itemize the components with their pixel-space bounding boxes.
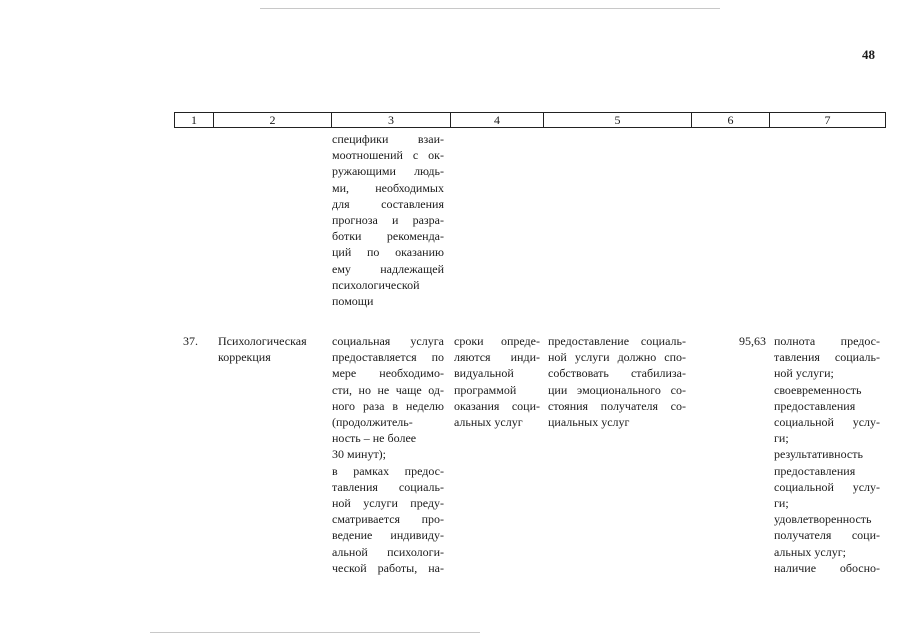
text-line: полнота предос-	[774, 334, 880, 348]
text-line: предоставления	[774, 398, 856, 413]
text-line: ций по оказанию	[332, 245, 444, 260]
row37-number	[183, 333, 213, 349]
text-line: 30 минут);	[332, 447, 387, 462]
text-line: удовлетворенность	[774, 512, 872, 527]
header-col-2: 2	[214, 113, 332, 127]
text-line: стояния получателя со-	[548, 398, 686, 413]
text-line: предоставляется по	[332, 350, 444, 365]
text-line: предоставление социаль-	[548, 334, 686, 348]
row37-col4-terms	[454, 333, 540, 430]
text-line: ляются инди-	[454, 350, 540, 365]
scan-artifact-top	[260, 8, 720, 9]
text-line: моотношений с ок-	[332, 148, 444, 163]
text-line: сматривается про-	[332, 512, 444, 527]
row37-col3-description	[332, 333, 444, 576]
text-line: мере необходимо-	[332, 366, 444, 381]
row37-col6-price	[716, 333, 766, 349]
text-line: ружающими людь-	[332, 164, 444, 179]
text-line: ной услуги;	[774, 366, 834, 381]
text-line: ческой работы, на-	[332, 560, 444, 575]
continuation-col3	[332, 131, 444, 309]
row37-col5-conditions	[548, 333, 686, 430]
text-line: ной услуги должно спо-	[548, 350, 686, 365]
text-line: ботки рекоменда-	[332, 229, 444, 244]
header-col-4: 4	[451, 113, 544, 127]
text-line: сти, но не чаще од-	[332, 382, 444, 397]
row-number: 37.	[183, 334, 198, 348]
text-line: ги;	[774, 496, 789, 511]
text-line: ной услуги преду-	[332, 496, 444, 511]
table-header-row	[174, 112, 886, 128]
price-value: 95,63	[739, 334, 766, 348]
text-line: альных услуг	[454, 415, 523, 430]
text-line: ведение индивиду-	[332, 528, 444, 543]
text-line: получателя соци-	[774, 528, 880, 543]
text-line: своевременность	[774, 382, 862, 397]
text-line: Психологическая	[218, 334, 307, 348]
row37-service-name	[218, 333, 328, 365]
page-number: 48	[862, 47, 875, 62]
text-line: ему надлежащей	[332, 261, 444, 276]
text-line: в рамках предос-	[332, 463, 444, 478]
text-line: ность – не более	[332, 431, 417, 446]
header-col-6: 6	[692, 113, 770, 127]
text-line: собствовать стабилиза-	[548, 366, 686, 381]
text-line: видуальной	[454, 366, 514, 381]
text-line: социальная услуга	[332, 334, 444, 348]
text-line: ги;	[774, 431, 789, 446]
scan-artifact-bottom	[150, 632, 480, 633]
text-line: альной психологи-	[332, 544, 444, 559]
text-line: для составления	[332, 196, 444, 211]
text-line: ции эмоционального со-	[548, 382, 686, 397]
text-line: социальной услу-	[774, 479, 880, 494]
row37-col7-indicators	[774, 333, 880, 576]
header-col-7: 7	[824, 113, 831, 127]
text-line: специфики взаи-	[332, 132, 444, 146]
text-line: программой	[454, 382, 517, 397]
text-line: тавления социаль-	[774, 350, 880, 365]
text-line: тавления социаль-	[332, 479, 444, 494]
text-line: результативность	[774, 447, 863, 462]
text-line: ми, необходимых	[332, 180, 444, 195]
text-line: коррекция	[218, 350, 271, 365]
text-line: ного раза в неделю	[332, 398, 444, 413]
text-line: психологической	[332, 277, 420, 292]
text-line: (продолжитель-	[332, 415, 413, 430]
text-line: наличие обосно-	[774, 560, 880, 575]
text-line: предоставления	[774, 463, 856, 478]
text-line: оказания соци-	[454, 398, 540, 413]
text-line: альных услуг;	[774, 544, 846, 559]
text-line: прогноза и разра-	[332, 213, 444, 228]
text-line: помощи	[332, 294, 374, 309]
header-col-3: 3	[332, 113, 451, 127]
header-col-5: 5	[544, 113, 692, 127]
text-line: социальной услу-	[774, 415, 880, 430]
text-line: циальных услуг	[548, 415, 630, 430]
header-col-1: 1	[175, 113, 214, 127]
text-line: сроки опреде-	[454, 334, 540, 348]
